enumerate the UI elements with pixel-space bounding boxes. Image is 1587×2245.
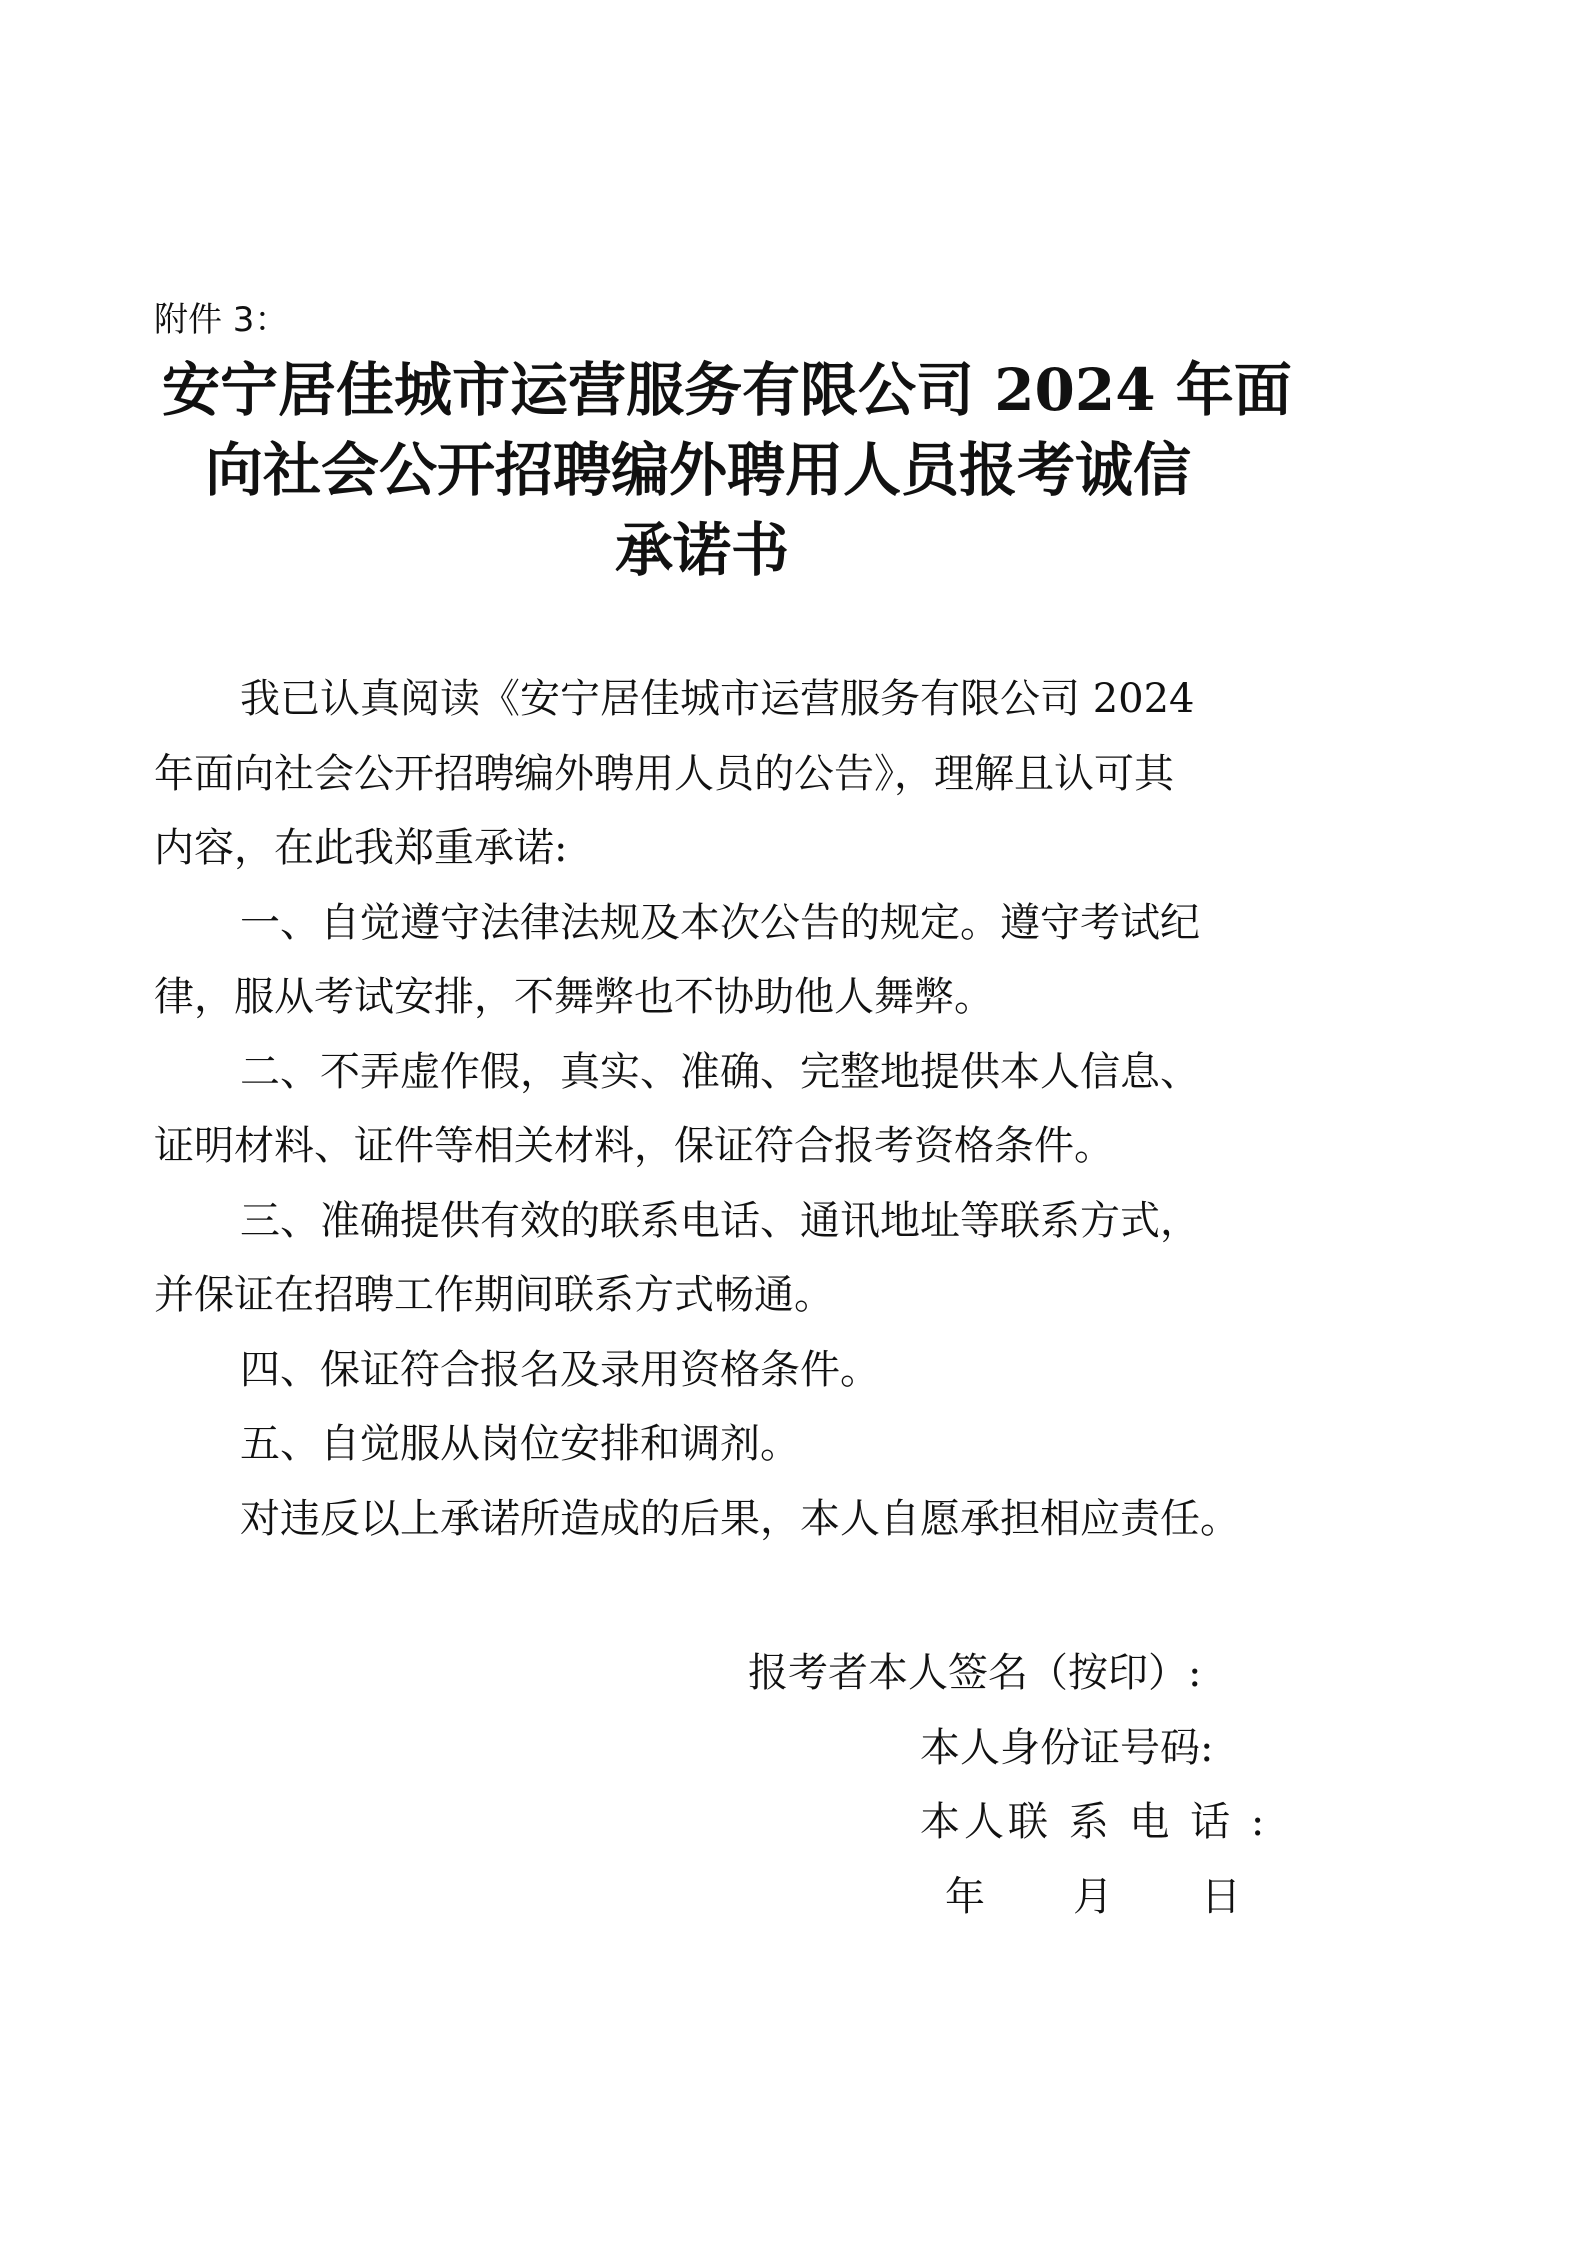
commitment-2-line-1: 二、不弄虚作假，真实、准确、完整地提供本人信息、 (240, 1048, 1200, 1095)
commitment-5: 五、自觉服从岗位安排和调剂。 (240, 1421, 800, 1467)
title-line-3: 承诺书 (615, 516, 790, 584)
date-day: 日 (1201, 1873, 1241, 1920)
id-number-label: 本人身份证号码: (920, 1724, 1214, 1771)
commitment-body (154, 662, 1294, 1556)
date-year: 年 (945, 1873, 985, 1920)
intro-line-3: 内容，在此我郑重承诺: (154, 825, 568, 871)
date-line (0, 1860, 1587, 1935)
liability-statement: 对违反以上承诺所造成的后果，本人自愿承担相应责任。 (240, 1495, 1240, 1542)
intro-line-2: 年面向社会公开招聘编外聘用人员的公告》，理解且认可其 (154, 750, 1174, 797)
commitment-3-line-1: 三、准确提供有效的联系电话、通讯地址等联系方式， (240, 1197, 1200, 1244)
title-line-1: 安宁居佳城市运营服务有限公司 2024 年面 (162, 356, 1292, 424)
commitment-4: 四、保证符合报名及录用资格条件。 (240, 1346, 880, 1393)
commitment-3-line-2: 并保证在招聘工作期间联系方式畅通。 (154, 1272, 834, 1318)
signer-signature-label: 报考者本人签名（按印）: (748, 1650, 1202, 1696)
document-title (150, 350, 1292, 590)
intro-line-1: 我已认真阅读《安宁居佳城市运营服务有限公司 2024 (240, 676, 1195, 722)
commitment-1-line-2: 律，服从考试安排，不舞弊也不协助他人舞弊。 (154, 974, 994, 1020)
signature-block (0, 1636, 1587, 1934)
attachment-label: 附件 3： (154, 300, 289, 340)
phone-label: 本人联 系 电 话 : (920, 1799, 1269, 1845)
date-month: 月 (1073, 1873, 1113, 1920)
title-line-2: 向社会公开招聘编外聘用人员报考诚信 (205, 436, 1192, 504)
commitment-1-line-1: 一、自觉遵守法律法规及本次公告的规定。遵守考试纪 (240, 899, 1200, 946)
commitment-2-line-2: 证明材料、证件等相关材料，保证符合报考资格条件。 (154, 1123, 1114, 1169)
